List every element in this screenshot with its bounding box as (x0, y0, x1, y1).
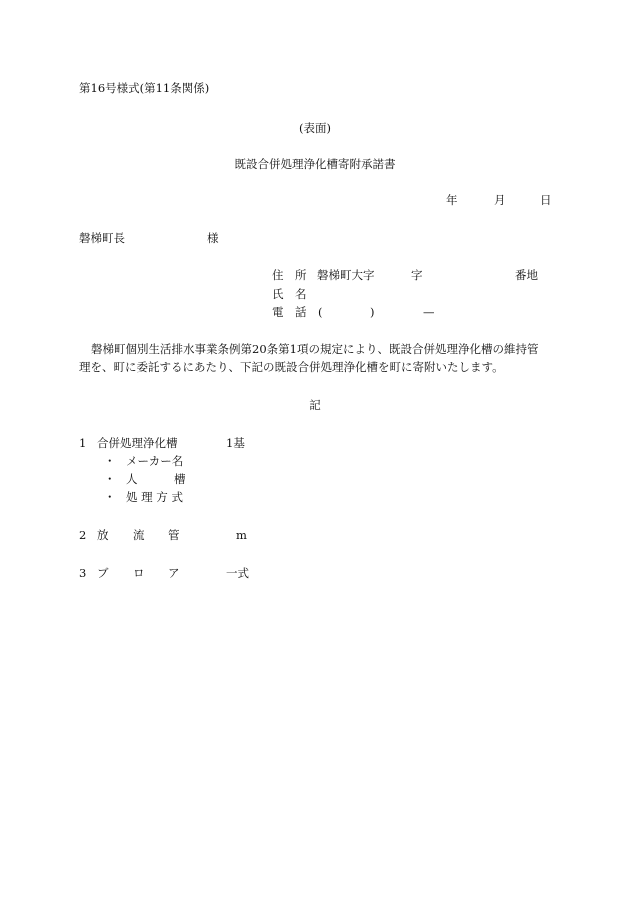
item-1-label: 合併処理浄化槽 (97, 436, 178, 450)
item-2-label-a: 放 (97, 528, 109, 542)
item-3-label-b: ロ (133, 566, 145, 580)
sub-item-capacity-label-a: 人 (126, 472, 138, 486)
phone-close-paren: ) (370, 305, 375, 319)
sub-bullet: ・ (104, 454, 116, 468)
sub-bullet: ・ (104, 472, 116, 486)
sub-item-capacity-label-b: 槽 (174, 472, 186, 486)
date-month-label: 月 (494, 193, 506, 207)
sub-item-maker-label: メーカー名 (126, 454, 184, 468)
sub-item-method-label: 処 理 方 式 (126, 490, 183, 504)
address-value: 磐梯町大字 (317, 268, 375, 282)
body-line-2: 理を、町に委託するにあたり、下記の既設合併処理浄化槽を町に寄附いたします。 (79, 360, 504, 374)
side-label: (表面) (299, 121, 331, 135)
address-aza: 字 (411, 268, 423, 282)
item-1-value: 1基 (226, 436, 245, 450)
ki-heading: 記 (309, 398, 321, 412)
date-year-label: 年 (446, 193, 458, 207)
item-3-number: 3 (79, 566, 87, 580)
item-2-label-c: 管 (168, 528, 180, 542)
address-banchi: 番地 (515, 268, 538, 282)
phone-open-paren: ( (318, 305, 323, 319)
item-2-number: 2 (79, 528, 87, 542)
item-3-label-a: ブ (97, 566, 109, 580)
name-label: 氏 名 (272, 287, 307, 301)
item-3-label-c: ア (168, 566, 180, 580)
phone-dash: — (423, 305, 435, 319)
item-2-label-b: 流 (133, 528, 145, 542)
item-2-unit: m (236, 528, 247, 542)
item-3-value: 一式 (226, 566, 249, 580)
addressee-honorific: 様 (207, 231, 219, 245)
sub-bullet: ・ (104, 490, 116, 504)
document-title: 既設合併処理浄化槽寄附承諾書 (234, 157, 396, 171)
body-line-1: 磐梯町個別生活排水事業条例第20条第1項の規定により、既設合併処理浄化槽の維持管 (91, 342, 539, 356)
address-label: 住 所 (272, 268, 307, 282)
form-number: 第16号様式(第11条関係) (79, 81, 210, 95)
phone-label: 電 話 (272, 305, 307, 319)
date-day-label: 日 (540, 193, 552, 207)
item-1-number: 1 (79, 436, 87, 450)
addressee-name: 磐梯町長 (79, 231, 125, 245)
